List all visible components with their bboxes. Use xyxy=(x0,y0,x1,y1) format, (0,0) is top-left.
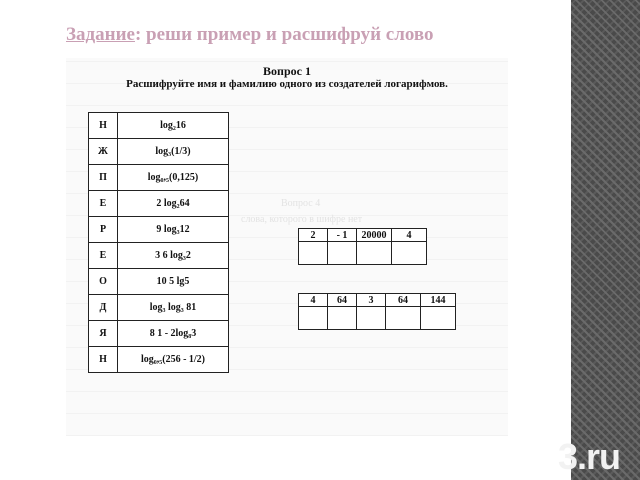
answer-letter-cell[interactable] xyxy=(386,307,421,330)
question-task: Расшифруйте имя и фамилию одного из создателей логарифмов. xyxy=(126,78,448,90)
answer-value: 64 xyxy=(328,294,357,307)
answer-letter-cell[interactable] xyxy=(299,242,328,265)
answer-value: 3 xyxy=(357,294,386,307)
answer-letter-cell[interactable] xyxy=(328,242,357,265)
cipher-expression: log₃ log₃ 81 xyxy=(118,295,229,321)
answer-letters-row xyxy=(299,307,456,330)
cipher-expression: log₀,₅(256 - 1/2) xyxy=(118,347,229,373)
cipher-row xyxy=(89,191,229,217)
cipher-row xyxy=(89,217,229,243)
answer-grid-first-name xyxy=(298,228,427,265)
answer-value: 4 xyxy=(299,294,328,307)
cipher-letter: Я xyxy=(89,321,118,347)
title-prefix: Задание xyxy=(66,24,135,45)
scanned-worksheet xyxy=(66,58,508,436)
cipher-row xyxy=(89,113,229,139)
cipher-letter: Н xyxy=(89,347,118,373)
cipher-letter: Е xyxy=(89,243,118,269)
title-rest: : реши пример и расшифруй слово xyxy=(134,24,434,45)
cipher-expression: 10 5 lg5 xyxy=(118,269,229,295)
answer-values-row xyxy=(299,229,427,242)
answer-letter-cell[interactable] xyxy=(357,307,386,330)
ghost-text-1: Вопрос 4 xyxy=(281,198,321,209)
cipher-expression: 8 1 - 2log₈3 xyxy=(118,321,229,347)
answer-values-row xyxy=(299,294,456,307)
site-watermark: 3.ru xyxy=(558,436,621,477)
cipher-expression: 9 log₃12 xyxy=(118,217,229,243)
answer-letters-row xyxy=(299,242,427,265)
answer-value: - 1 xyxy=(328,229,357,242)
answer-value: 20000 xyxy=(357,229,392,242)
cipher-letter: П xyxy=(89,165,118,191)
answer-letter-cell[interactable] xyxy=(421,307,456,330)
answer-letter-cell[interactable] xyxy=(357,242,392,265)
decorative-sidebar xyxy=(571,0,640,480)
cipher-row xyxy=(89,243,229,269)
cipher-expression: 2 log₂64 xyxy=(118,191,229,217)
answer-value: 4 xyxy=(392,229,427,242)
answer-letter-cell[interactable] xyxy=(392,242,427,265)
cipher-letter: Д xyxy=(89,295,118,321)
cipher-letter: Е xyxy=(89,191,118,217)
answer-letter-cell[interactable] xyxy=(328,307,357,330)
cipher-letter: Ж xyxy=(89,139,118,165)
answer-grid-last-name xyxy=(298,293,456,330)
cipher-expression: 3 6 log₃2 xyxy=(118,243,229,269)
answer-value: 144 xyxy=(421,294,456,307)
cipher-expression: log₀,₅(0,125) xyxy=(118,165,229,191)
cipher-letter: О xyxy=(89,269,118,295)
answer-value: 2 xyxy=(299,229,328,242)
cipher-row xyxy=(89,347,229,373)
cipher-row xyxy=(89,269,229,295)
ghost-text-2: слова, которого в шифре нет xyxy=(241,214,363,225)
cipher-row xyxy=(89,165,229,191)
answer-letter-cell[interactable] xyxy=(299,307,328,330)
cipher-row xyxy=(89,295,229,321)
cipher-row xyxy=(89,321,229,347)
cipher-table xyxy=(88,112,229,373)
cipher-row xyxy=(89,139,229,165)
question-title: Вопрос 1 xyxy=(263,64,311,78)
answer-value: 64 xyxy=(386,294,421,307)
cipher-letter: Р xyxy=(89,217,118,243)
slide-title xyxy=(66,24,434,46)
cipher-expression: log₃(1/3) xyxy=(118,139,229,165)
cipher-letter: Н xyxy=(89,113,118,139)
cipher-expression: log₂16 xyxy=(118,113,229,139)
